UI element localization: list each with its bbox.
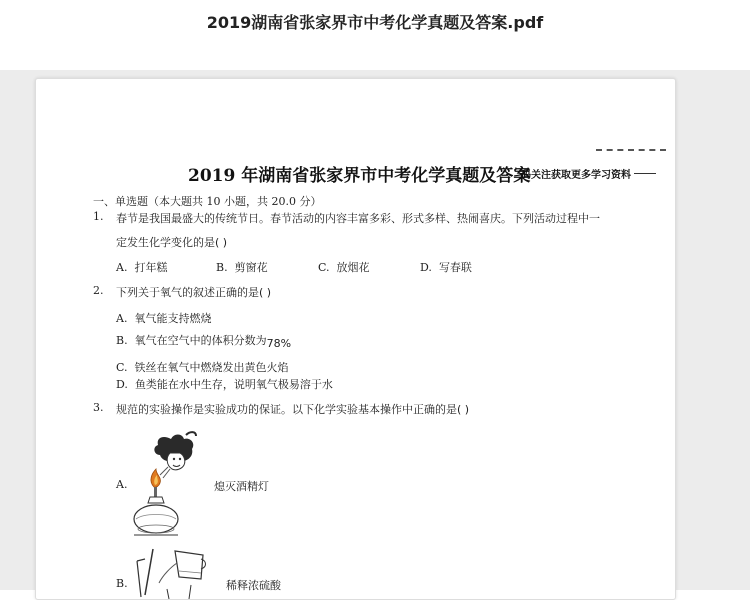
person-blowing-out-alcohol-lamp-figure — [126, 427, 226, 542]
question-2-option-a — [116, 310, 211, 326]
option-label: A. — [116, 312, 128, 325]
question-3-option-a-text: 熄灭酒精灯 — [214, 480, 269, 493]
promo-dash — [634, 173, 656, 174]
option-label: D. — [420, 261, 432, 274]
question-1-option-d — [420, 259, 472, 275]
option-text: 鱼类能在水中生存，说明氧气极易溶于水 — [134, 378, 333, 391]
document-page — [35, 78, 676, 600]
diluting-concentrated-sulfuric-acid-figure — [131, 545, 226, 599]
question-2-answer-paren: ( ) — [259, 286, 272, 299]
question-3-option-a-label: A. — [116, 478, 128, 491]
document-title: 2019 年湖南省张家界市中考化学真题及答案 — [188, 166, 531, 186]
question-3-number: 3. — [93, 401, 104, 414]
question-3-stem-text: 规范的实验操作是实验成功的保证。以下化学实验基本操作中正确的是 — [116, 403, 457, 416]
file-title: 2019湖南省张家界市中考化学真题及答案.pdf — [206, 13, 544, 32]
option-label: B. — [116, 334, 128, 347]
question-1-option-b — [216, 259, 268, 275]
option-label: D. — [116, 378, 128, 391]
question-2-option-c — [116, 359, 289, 375]
corner-watermark-mark — [596, 149, 666, 155]
option-text: 氧气在空气中的体积分数为 — [134, 334, 267, 347]
option-label: A. — [116, 261, 128, 274]
question-1-option-c — [318, 259, 370, 275]
question-2-stem — [116, 284, 271, 300]
option-text: 氧气能支持燃烧 — [134, 312, 212, 325]
question-3-stem — [116, 401, 469, 417]
option-text: 打年糕 — [134, 261, 168, 274]
percent-value: 78% — [266, 337, 292, 350]
question-1-stem-line2-text: 定发生化学变化的是 — [116, 236, 215, 249]
question-1-stem-line2 — [116, 234, 227, 250]
option-label: C. — [318, 261, 330, 274]
question-2-stem-text: 下列关于氧气的叙述正确的是 — [116, 286, 259, 299]
option-text: 剪窗花 — [234, 261, 268, 274]
question-2-number: 2. — [93, 284, 104, 297]
option-label: B. — [216, 261, 228, 274]
option-label: C. — [116, 361, 128, 374]
question-1-option-a — [116, 259, 167, 275]
section-heading: 一、单选题（本大题共 10 小题，共 20.0 分） — [93, 195, 322, 208]
question-3-option-b-label: B. — [116, 577, 128, 590]
viewer-header — [0, 0, 750, 70]
question-2-option-b — [116, 332, 291, 348]
option-text: 放烟花 — [336, 261, 370, 274]
question-1-stem-line1: 春节是我国最盛大的传统节日。春节活动的内容丰富多彩、形式多样、热闹喜庆。下列活动过程中一 — [116, 212, 600, 225]
option-text: 铁丝在氧气中燃烧发出黄色火焰 — [134, 361, 289, 374]
option-text: 写春联 — [438, 261, 472, 274]
question-1-number: 1. — [93, 210, 104, 223]
question-3-answer-paren: ( ) — [457, 403, 470, 416]
question-3-option-b-text: 稀释浓硫酸 — [226, 579, 281, 592]
question-1-answer-paren: ( ) — [215, 236, 228, 249]
question-2-option-d — [116, 376, 333, 392]
promo-text: 码关注获取更多学习资料 — [521, 170, 631, 181]
